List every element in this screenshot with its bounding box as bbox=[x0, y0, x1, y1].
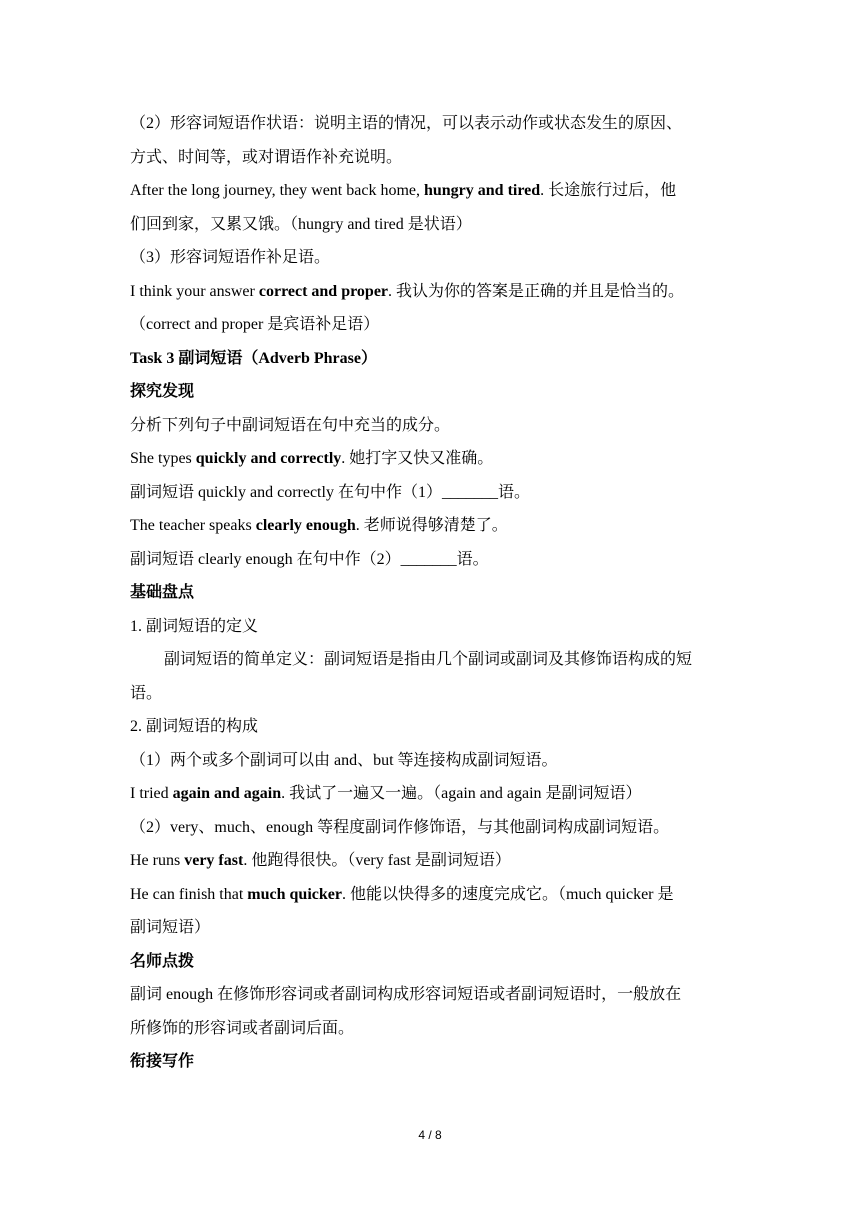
text-run: She types bbox=[130, 450, 196, 467]
text-line: 副词短语 clearly enough 在句中作（2）_______语。 bbox=[130, 550, 489, 568]
text-line bbox=[130, 275, 730, 309]
text-line: （1）两个或多个副词可以由 and、but 等连接构成副词短语。 bbox=[130, 751, 558, 769]
bold-phrase: quickly and correctly bbox=[195, 450, 342, 467]
text-line bbox=[130, 844, 730, 878]
text-run: I think your answer bbox=[130, 282, 259, 300]
text-line: 语。 bbox=[130, 684, 163, 702]
text-run: He can finish that bbox=[130, 885, 248, 903]
text-line: 2. 副词短语的构成 bbox=[130, 718, 259, 735]
text-run: The teacher speaks bbox=[130, 517, 256, 534]
text-line: 副词 enough 在修饰形容词或者副词构成形容词短语或者副词短语时，一般放在 bbox=[130, 986, 682, 1003]
text-line: 分析下列句子中副词短语在句中充当的成分。 bbox=[130, 416, 451, 434]
subsection-heading: 探究发现 bbox=[130, 383, 195, 400]
bold-phrase: much quicker bbox=[247, 885, 342, 903]
text-line: 方式、时间等，或对谓语作补充说明。 bbox=[130, 148, 403, 166]
text-run: . 他能以快得多的速度完成它。（much quicker 是 bbox=[341, 885, 674, 903]
text-line: 副词短语） bbox=[130, 919, 211, 936]
section-heading: Task 3 副词短语（Adverb Phrase） bbox=[130, 349, 377, 367]
subsection-heading: 名师点拨 bbox=[130, 952, 195, 970]
bold-phrase: very fast bbox=[184, 852, 244, 869]
text-line bbox=[130, 509, 730, 543]
text-line: 所修饰的形容词或者副词后面。 bbox=[130, 1019, 355, 1037]
text-run: I tried bbox=[130, 785, 173, 802]
text-line: 副词短语的简单定义：副词短语是指由几个副词或副词及其修饰语构成的短 bbox=[164, 651, 693, 668]
text-line bbox=[130, 777, 730, 811]
text-run: . 长途旅行过后，他 bbox=[540, 182, 677, 199]
text-line: （2）形容词短语作状语：说明主语的情况，可以表示动作或状态发生的原因、 bbox=[130, 115, 683, 132]
text-line bbox=[130, 878, 730, 912]
bold-phrase: clearly enough bbox=[255, 517, 356, 534]
text-run: After the long journey, they went back home, bbox=[130, 182, 424, 199]
text-run: He runs bbox=[130, 852, 185, 869]
text-line: （2）very、much、enough 等程度副词作修饰语，与其他副词构成副词短语。 bbox=[130, 818, 670, 836]
text-line: （correct and proper 是宾语补足语） bbox=[130, 316, 380, 333]
text-run: . 她打字又快又准确。 bbox=[341, 450, 494, 467]
text-run: . 他跑得很快。（very fast 是副词短语） bbox=[243, 852, 511, 869]
text-run: . 我试了一遍又一遍。（again and again 是副词短语） bbox=[281, 785, 642, 802]
subsection-heading: 基础盘点 bbox=[130, 584, 195, 601]
text-run: . 老师说得够清楚了。 bbox=[355, 517, 508, 534]
text-line bbox=[130, 174, 730, 208]
page-content bbox=[130, 107, 730, 1079]
bold-phrase: hungry and tired bbox=[423, 182, 541, 199]
text-line bbox=[130, 442, 730, 476]
subsection-heading: 衔接写作 bbox=[130, 1053, 195, 1070]
text-line: 们回到家，又累又饿。（hungry and tired 是状语） bbox=[130, 215, 472, 233]
text-line: 1. 副词短语的定义 bbox=[130, 617, 259, 635]
bold-phrase: correct and proper bbox=[258, 282, 389, 300]
text-line: 副词短语 quickly and correctly 在句中作（1）_______语。 bbox=[130, 483, 530, 501]
text-run: . 我认为你的答案是正确的并且是恰当的。 bbox=[388, 282, 685, 300]
text-line: （3）形容词短语作补足语。 bbox=[130, 249, 331, 266]
page-number: 4 / 8 bbox=[418, 1128, 442, 1142]
bold-phrase: again and again bbox=[172, 785, 282, 802]
